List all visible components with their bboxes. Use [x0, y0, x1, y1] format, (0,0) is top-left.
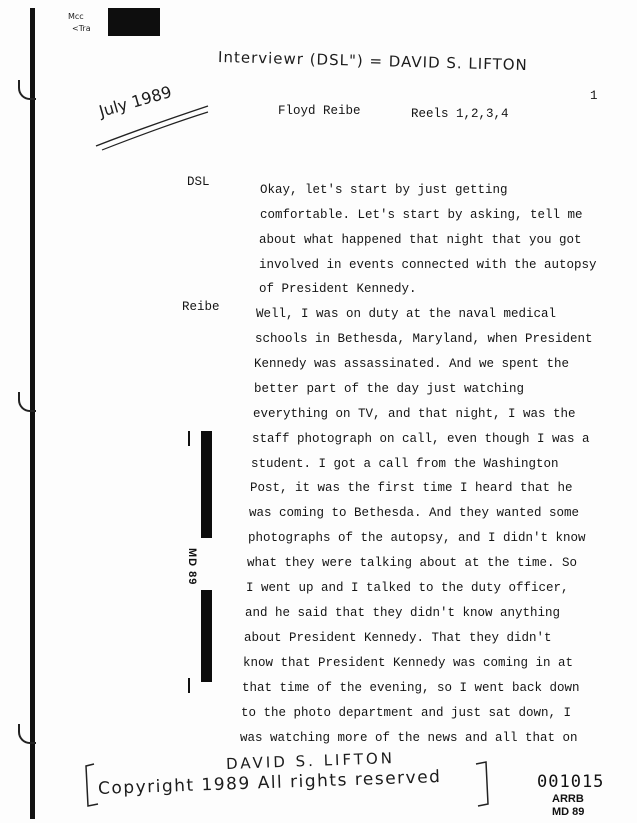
transcript-line: what they were talking about at the time. So: [247, 556, 578, 570]
transcript-line: Kennedy was assassinated. And we spent the: [254, 357, 570, 371]
transcript-line: to the photo department and just sat down, I: [241, 706, 572, 720]
handwritten-interviewer-note: Interviewr (DSL") = DAVID S. LIFTON: [217, 47, 528, 75]
reels-label: Reels 1,2,3,4: [411, 107, 509, 121]
transcript-line: student. I got a call from the Washington: [251, 457, 559, 471]
transcript-line: that time of the evening, so I went back down: [242, 681, 580, 695]
copyright-bracket: [80, 758, 500, 814]
transcript-line: of President Kennedy.: [259, 282, 417, 296]
interviewee-name: Floyd Reibe: [278, 104, 361, 118]
handwritten-underline: [92, 102, 212, 152]
left-margin-rule: [30, 8, 35, 819]
speaker-label: Reibe: [182, 300, 220, 314]
transcript-line: everything on TV, and that night, I was the: [253, 407, 576, 421]
transcript-line: was coming to Bethesda. And they wanted some: [249, 506, 580, 520]
binder-hole-mark: [18, 80, 36, 100]
transcript-line: know that President Kennedy was coming in at: [243, 656, 574, 670]
transcript-line: I went up and I talked to the duty officer,: [246, 581, 569, 595]
transcript-line: Okay, let's start by just getting: [260, 183, 508, 197]
transcript-line: photographs of the autopsy, and I didn't know: [248, 531, 586, 545]
handwritten-copyright: Copyright 1989 All rights reserved: [97, 767, 442, 799]
transcript-line: comfortable. Let's start by asking, tell me: [260, 208, 583, 222]
transcript-line: involved in events connected with the autopsy: [259, 258, 597, 272]
document-agency: ARRB: [552, 793, 584, 805]
margin-stamp: MD 89: [186, 548, 198, 586]
margin-tick: [188, 678, 190, 693]
handwritten-date: July 1989: [96, 82, 174, 121]
binder-hole-mark: [18, 724, 36, 744]
margin-bar-upper: [201, 431, 212, 538]
transcript-line: staff photograph on call, even though I was a: [252, 432, 590, 446]
speaker-label: DSL: [187, 175, 210, 189]
margin-tick: [188, 431, 190, 446]
transcript-line: Post, it was the first time I heard that he: [250, 481, 573, 495]
page-number: 1: [590, 89, 598, 103]
transcript-line: was watching more of the news and all that on: [240, 731, 578, 745]
transcript-line: about what happened that night that you got: [259, 233, 582, 247]
top-left-note-line2: <Tra: [72, 24, 91, 33]
top-left-note-line1: Mcc: [68, 12, 84, 21]
transcript-line: better part of the day just watching: [254, 382, 525, 396]
transcript-line: and he said that they didn't know anything: [245, 606, 561, 620]
margin-bar-lower: [201, 590, 212, 682]
transcript-line: Well, I was on duty at the naval medical: [256, 307, 557, 321]
document-number: 001015: [537, 772, 605, 792]
handwritten-signature: DAVID S. LIFTON: [225, 749, 396, 773]
document-series: MD 89: [552, 806, 585, 818]
transcript-line: about President Kennedy. That they didn't: [244, 631, 552, 645]
redaction-block: [108, 8, 160, 36]
binder-hole-mark: [18, 392, 36, 412]
transcript-line: schools in Bethesda, Maryland, when President: [255, 332, 593, 346]
